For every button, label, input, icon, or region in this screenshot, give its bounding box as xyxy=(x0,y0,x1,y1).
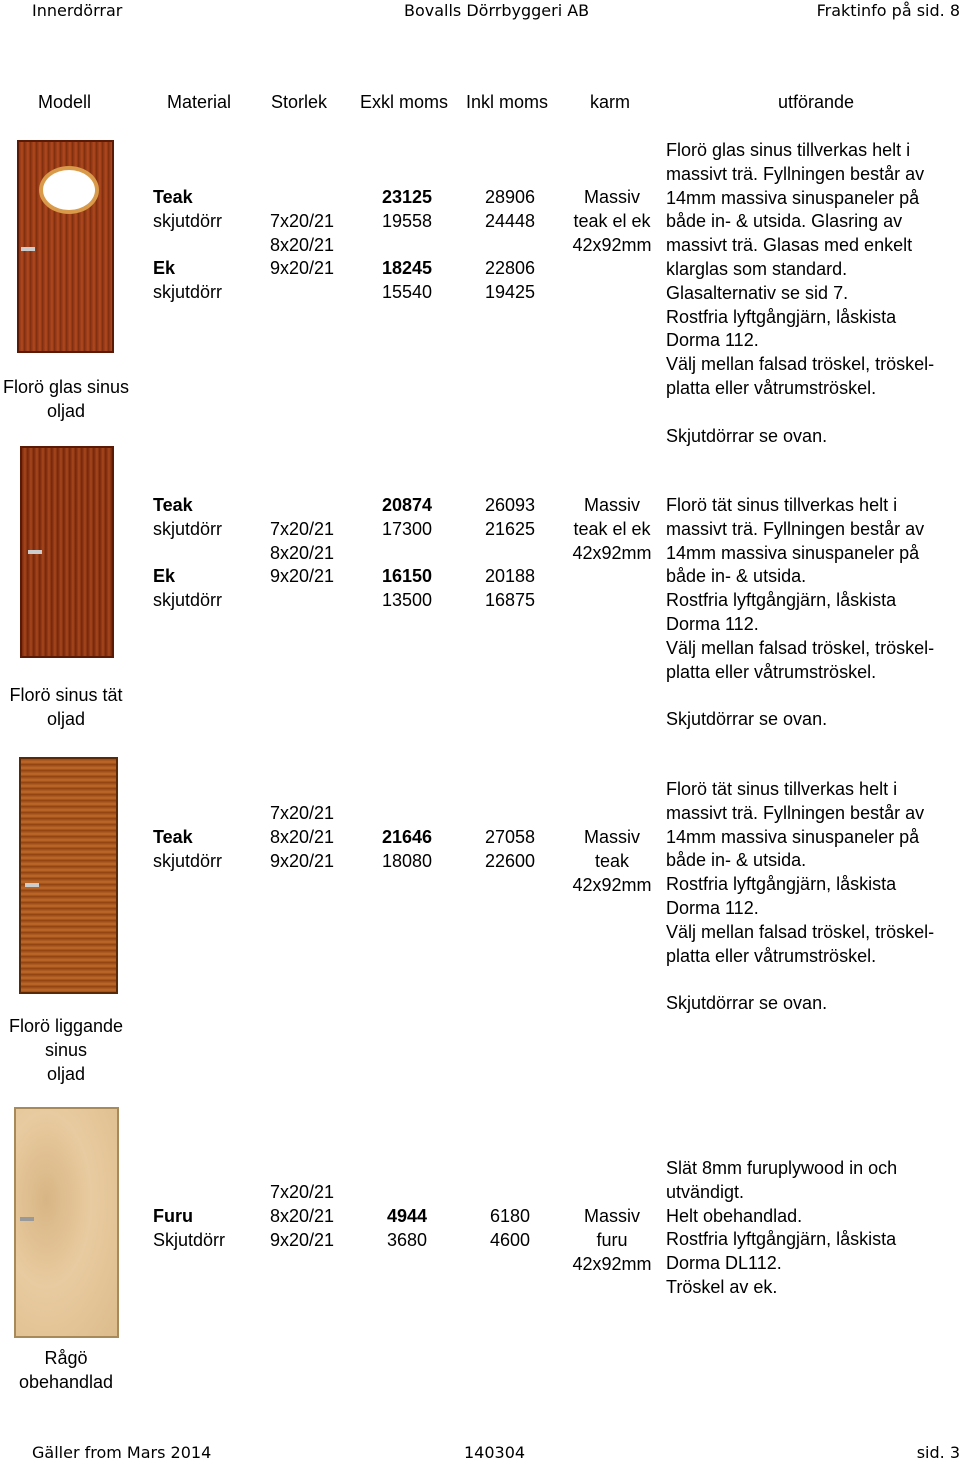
col-modell: Modell xyxy=(38,92,92,112)
inkl-price-list: 6180 4600 xyxy=(489,1206,531,1250)
material-list: Teak skjutdörr Ek skjutdörr xyxy=(153,187,223,303)
col-karm: karm xyxy=(590,92,630,112)
material-list: Teak skjutdörr xyxy=(153,827,223,871)
col-exkl-moms: Exkl moms xyxy=(360,92,449,112)
door-image-rågö xyxy=(14,1107,119,1338)
col-material: Material xyxy=(167,92,232,112)
header-right: Fraktinfo på sid. 8 xyxy=(816,1,960,20)
footer-page-number: sid. 3 xyxy=(916,1443,960,1462)
door-handle-icon xyxy=(28,550,42,554)
footer-validity: Gäller from Mars 2014 xyxy=(32,1443,212,1462)
col-storlek: Storlek xyxy=(271,92,328,112)
product-name: Rågö obehandlad xyxy=(18,1348,114,1392)
description: Slät 8mm furuplywood in och utvändigt. Helt obehandlad. Rostfria lyftgångjärn, låskista Dorma DL112. Tröskel av ek. xyxy=(666,1158,898,1297)
header-left: Innerdörrar xyxy=(32,1,123,20)
col-utforande: utförande xyxy=(778,92,855,112)
description: Florö tät sinus tillverkas helt i massivt trä. Fyllningen består av 14mm massiva sinuspaneler på både in- & utsida. Rostfria lyftgångjärn, låskista Dorma 112. Välj mellan falsad tröskel, tröskel- platta eller våtrumströskel. Skjutdörrar se ovan. xyxy=(666,495,935,730)
karm-list: Massiv teak el ek 42x92mm xyxy=(572,187,652,255)
exkl-price-list: 4944 3680 xyxy=(386,1206,428,1250)
size-list: 7x20/21 8x20/21 9x20/21 xyxy=(270,518,335,587)
door-image-florö-glas-sinus xyxy=(17,140,114,353)
inkl-price-list: 26093 21625 20188 16875 xyxy=(484,495,536,611)
door-handle-icon xyxy=(25,883,39,887)
door-image-florö-liggande-sinus xyxy=(19,757,118,994)
door-handle-icon xyxy=(20,1217,34,1221)
footer-date-code: 140304 xyxy=(464,1443,526,1462)
karm-list: Massiv teak 42x92mm xyxy=(572,827,652,895)
karm-list: Massiv teak el ek 42x92mm xyxy=(572,495,652,563)
glass-porthole xyxy=(39,166,99,214)
exkl-price-list: 20874 17300 16150 13500 xyxy=(381,495,433,611)
inkl-price-list: 27058 22600 xyxy=(484,827,536,871)
product-name: Florö liggande sinus oljad xyxy=(8,1016,124,1084)
col-inkl-moms: Inkl moms xyxy=(466,92,549,112)
door-handle-icon xyxy=(21,247,35,251)
door-image-florö-sinus-tät xyxy=(20,446,114,658)
size-list: 7x20/21 8x20/21 9x20/21 xyxy=(270,1182,335,1250)
karm-list: Massiv furu 42x92mm xyxy=(572,1206,652,1274)
exkl-price-list: 23125 19558 18245 15540 xyxy=(381,187,433,303)
material-list: Teak skjutdörr Ek skjutdörr xyxy=(153,495,223,611)
header-center: Bovalls Dörrbyggeri AB xyxy=(404,1,590,20)
description: Florö glas sinus tillverkas helt i massivt trä. Fyllningen består av 14mm massiva sinuspaneler på både in- & utsida. Glasring av massivt trä. Glasas med enkelt klarglas som standard. Glasalternativ se sid 7. Rostfria lyftgångjärn, låskista Dorma 112. Välj mellan falsad tröskel, tröskel- platta eller våtrumströskel. Skjutdörrar se ovan. xyxy=(666,140,935,446)
exkl-price-list: 21646 18080 xyxy=(381,827,433,871)
product-name: Florö glas sinus oljad xyxy=(2,377,130,421)
size-list: 7x20/21 8x20/21 9x20/21 xyxy=(270,803,335,871)
product-name: Florö sinus tät oljad xyxy=(9,685,123,729)
inkl-price-list: 28906 24448 22806 19425 xyxy=(484,187,536,303)
material-list: Furu Skjutdörr xyxy=(153,1206,226,1250)
size-list: 7x20/21 8x20/21 9x20/21 xyxy=(270,210,335,279)
description: Florö tät sinus tillverkas helt i massivt trä. Fyllningen består av 14mm massiva sinuspaneler på både in- & utsida. Rostfria lyftgångjärn, låskista Dorma 112. Välj mellan falsad tröskel, tröskel- platta eller våtrumströskel. Skjutdörrar se ovan. xyxy=(666,779,935,1014)
